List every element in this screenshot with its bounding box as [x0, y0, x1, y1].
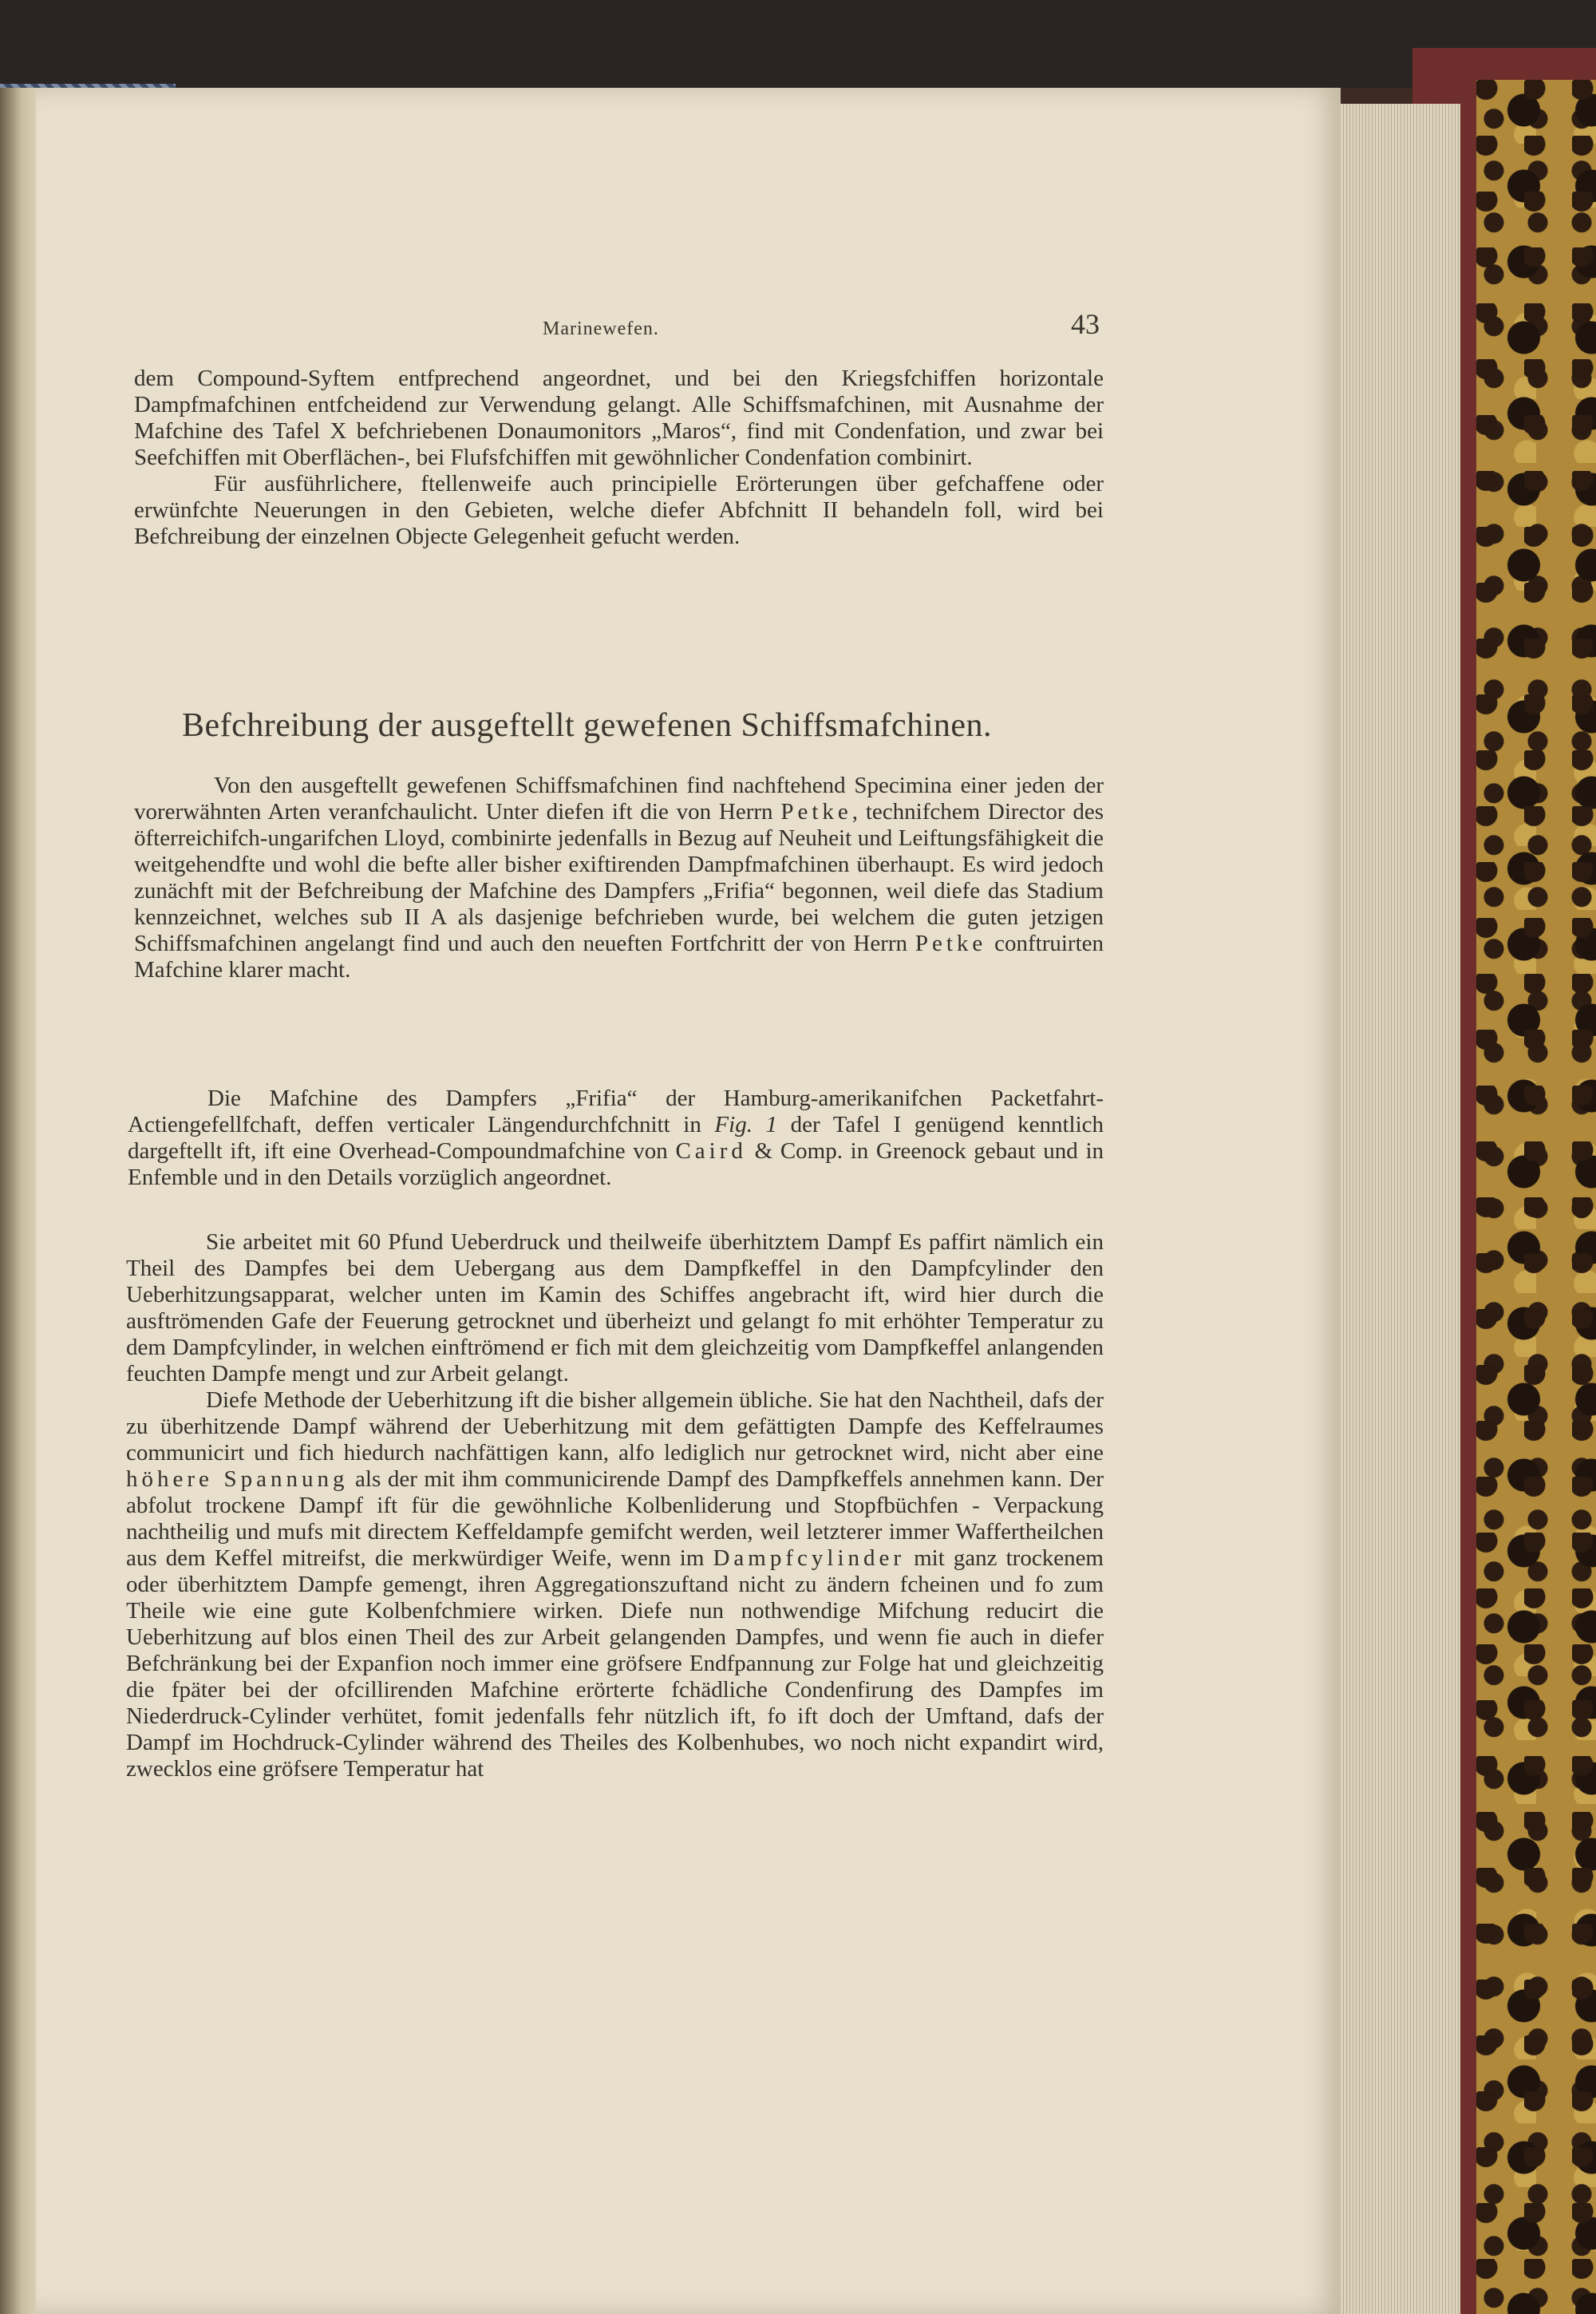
- paragraph-3-text-c: conftruirten Mafchine klarer macht.: [134, 931, 1104, 983]
- page-stack: [1325, 104, 1460, 2314]
- paragraph-6-text-b: als der mit ihm communicirende Dampf des Dampfkeffels annehmen kann. Der abfolut trockene Dampf ift für die gewöhnliche Kolbenliderung und Stopfbüchfen - Verpackung nachtheilig und mufs mit directem Keffeldampfe gemifcht werden, weil letzterer immer Waffertheilchen aus dem Keffel mitreifst, die merkwürdiger Weife, wenn im: [126, 1466, 1104, 1571]
- figure-reference: Fig. 1: [714, 1112, 778, 1137]
- book-gutter: [0, 88, 36, 2314]
- paragraph-6-text-c: mit ganz trockenem oder überhitztem Dampfe gemengt, ihren Aggregationszuftand nicht zu ändern fcheinen und fo zum Theile wie eine gute Kolbenfchmiere wirken. Diefe nun nothwendige Mifchung reducirt die Ueberhitzung auf blos einen Theil des zur Arbeit gelangenden Dampfes, und wenn fie auch in diefer Befchränkung bei der Expanfion noch immer eine gröfsere Endfpannung zur Folge hat und gleichzeitig die fpäter bei der ofcillirenden Mafchine erörterte fchädliche Condenfirung des Dampfes im Niederdruck-Cylinder verhütet, fomit jedenfalls fehr nützlich ift, fo ift doch der Umftand, dafs der Dampf im Hochdruck-Cylinder während des Theiles des Kolbenhubes, wo noch nicht expandirt wird, zwecklos eine gröfsere Temperatur hat: [126, 1545, 1104, 1782]
- paragraph-5: Sie arbeitet mit 60 Pfund Ueberdruck und theilweife überhitztem Dampf Es paffirt nämlich ein Theil des Dampfes bei dem Uebergang aus dem Dampfkeffel in den Dampfcylinder den Ueberhitzungsapparat, welcher unten im Kamin des Schiffes angebracht ift, wird hier durch die ausftrömenden Gafe der Feuerung getrocknet und überheizt und gelangt fo mit erhöhter Temperatur zu dem Dampfcylinder, in welchen einftrömend er fich mit dem gleichzeitig vom Dampfkeffel anlangenden feuchten Dampfe mengt und zur Arbeit gelangt.: [126, 1229, 1104, 1386]
- name-caird: Caird: [675, 1138, 747, 1164]
- name-petke-1: Petke: [780, 799, 852, 825]
- page-number: 43: [1071, 308, 1100, 340]
- paragraph-3-text-b: , technifchem Director des öfterreichifch-ungarifchen Lloyd, combinirte jedenfalls in Bezug auf Neuheit und Leiftungsfähigkeit die weitgehendfte und wohl die befte aller bisher exiftirenden Dampfmafchinen überhaupt. Es wird jedoch zunächft mit der Befchreibung der Mafchine des Dampfers „Frifia“ begonnen, weil diefe das Stadium kennzeichnet, welches sub II A als dasjenige befchrieben wurde, bei welchem die guten jetzigen Schiffsmafchinen angelangt find und auch den neueften Fortfchritt der von Herrn: [134, 799, 1104, 956]
- paragraph-4-text-a: Die Mafchine des Dampfers „Frifia“ der Hamburg-amerikanifchen Packetfahrt-Actiengefellfchaft, deffen verticaler Längendurchfchnitt in: [128, 1086, 1104, 1137]
- paragraph-4-text-c: & Comp. in Greenock gebaut und in Enfemble und in den Details vorzüglich angeordnet.: [128, 1138, 1104, 1190]
- paragraph-4: [128, 1086, 1104, 1191]
- section-heading: Befchreibung der ausgeftellt gewefenen Schiffsmafchinen.: [182, 707, 992, 744]
- background-top: [0, 0, 1596, 88]
- paragraph-4-text-b: der Tafel I genügend kenntlich dargeftellt ift, ift eine Overhead-Compoundmafchine von: [128, 1112, 1104, 1164]
- marbled-cover: [1476, 80, 1596, 2314]
- paragraph-6-text-a: Diefe Methode der Ueberhitzung ift die bisher allgemein übliche. Sie hat den Nachtheil, dafs der zu überhitzende Dampf während der Ueberhitzung mit dem gefättigten Dampfe des Keffelraumes communicirt und fich hiedurch nachfättigen kann, alfo lediglich nur getrocknet wird, nicht aber eine: [126, 1387, 1104, 1466]
- section-text-1: [134, 773, 1104, 983]
- section-text-2: [128, 1086, 1104, 1191]
- emphasis-hoehere-spannung: höhere Spannung: [126, 1466, 349, 1492]
- intro-text: [134, 366, 1104, 550]
- emphasis-dampfcylinder: Dampfcylinder: [713, 1545, 906, 1571]
- section-text-3: [126, 1229, 1104, 1782]
- running-head: Marinewefen.: [543, 318, 659, 339]
- paragraph-1: dem Compound-Syftem entfprechend angeordnet, und bei den Kriegsfchiffen horizontale Dampfmafchinen entfcheidend zur Verwendung gelangt. Alle Schiffsmafchinen, mit Ausnahme der Mafchine des Tafel X befchriebenen Donaumonitors „Maros“, find mit Condenfation, und zwar bei Seefchiffen mit Oberflächen-, bei Flufsfchiffen mit gewöhnlicher Condenfation combinirt.: [134, 366, 1104, 470]
- paragraph-2: Für ausführlichere, ftellenweife auch principielle Erörterungen über gefchaffene oder erwünfchte Neuerungen in den Gebieten, welche diefer Abfchnitt II behandeln foll, wird bei Befchreibung der einzelnen Objecte Gelegenheit gefucht werden.: [134, 471, 1104, 549]
- paragraph-3-text-a: Von den ausgeftellt gewefenen Schiffsmafchinen find nachftehend Specimina einer jeden der vorerwähnten Arten veranfchaulicht. Unter diefen ift die von Herrn: [134, 773, 1104, 825]
- name-petke-2: Petke: [915, 931, 987, 956]
- page-header: [0, 307, 1117, 347]
- paragraph-6: [126, 1387, 1104, 1782]
- paragraph-3: [134, 773, 1104, 983]
